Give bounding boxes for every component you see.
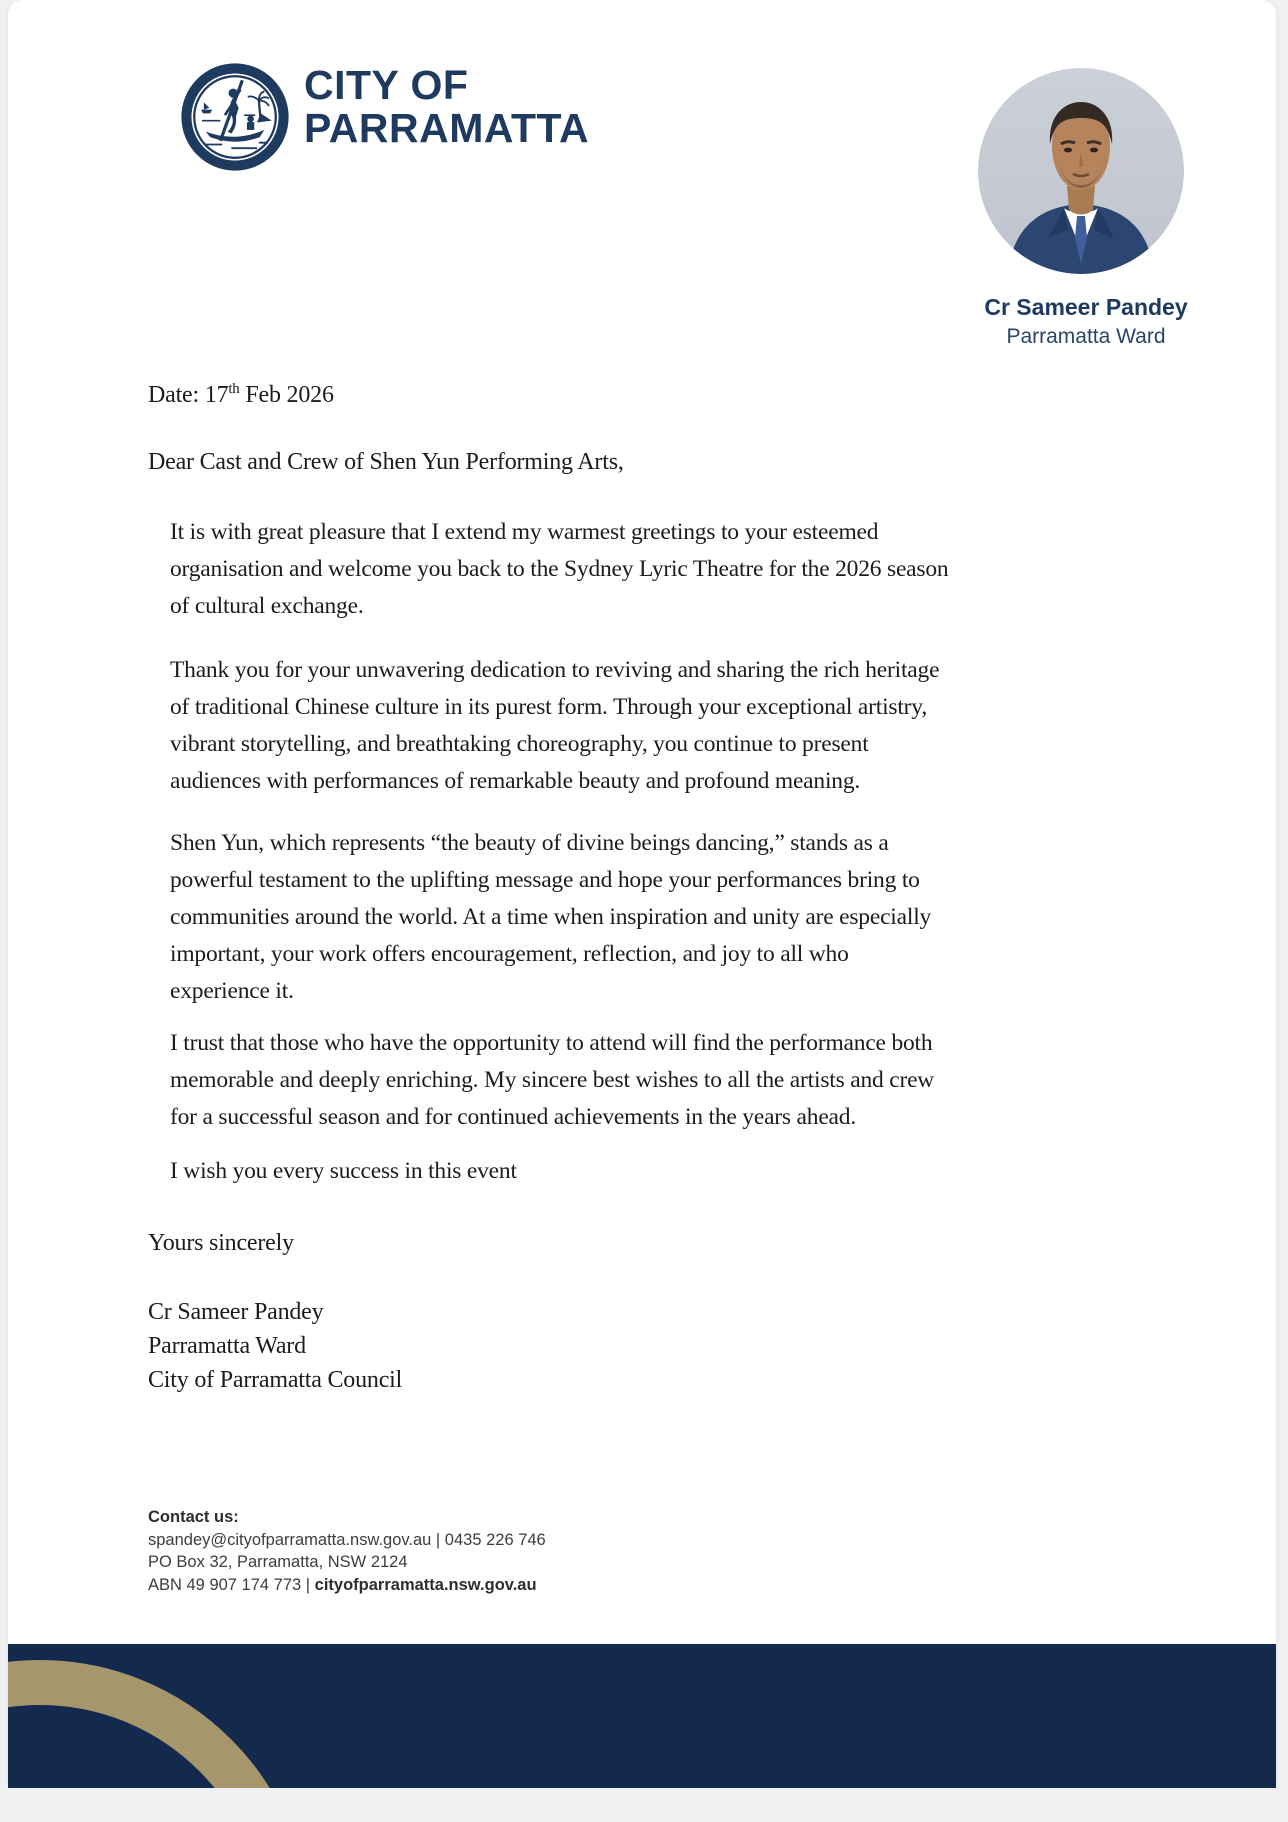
paragraph-line: important, your work offers encouragement, reflection, and joy to all who	[170, 941, 849, 967]
logo-wordmark-line2: PARRAMATTA	[304, 105, 590, 151]
date-line	[148, 381, 334, 409]
footer-gold-arc-decoration	[8, 1660, 310, 1788]
paragraph-line: It is with great pleasure that I extend my warmest greetings to your esteemed	[170, 519, 879, 545]
paragraph-line: experience it.	[170, 978, 294, 1004]
paragraph-line: of traditional Chinese culture in its purest form. Through your exceptional artistry,	[170, 694, 928, 720]
paragraph-line: audiences with performances of remarkable beauty and profound meaning.	[170, 768, 861, 794]
profile-name: Cr Sameer Pandey	[984, 294, 1188, 320]
councillor-portrait-photo	[978, 68, 1184, 274]
paragraph-line: organisation and welcome you back to the Sydney Lyric Theatre for the 2026 season	[170, 556, 949, 582]
contact-website: cityofparramatta.nsw.gov.au	[314, 1575, 537, 1594]
signature-name: Cr Sameer Pandey	[148, 1299, 324, 1325]
signature-ward: Parramatta Ward	[148, 1333, 306, 1359]
paragraph-line: I trust that those who have the opportunity to attend will find the performance both	[170, 1030, 933, 1056]
contact-abn-line	[148, 1574, 546, 1597]
contact-email-phone: spandey@cityofparramatta.nsw.gov.au | 0435 226 746	[148, 1530, 546, 1549]
closing-line: I wish you every success in this event	[170, 1158, 517, 1184]
date-suffix: Feb 2026	[239, 382, 334, 408]
paragraph-line: of cultural exchange.	[170, 593, 364, 619]
letter-paragraph-4	[170, 1025, 934, 1136]
letter-paragraph-2	[170, 652, 939, 800]
paragraph-line: communities around the world. At a time when inspiration and unity are especially	[170, 904, 932, 930]
signature-block	[148, 1295, 402, 1397]
letter-paragraph-3	[170, 825, 931, 1010]
letter-paragraph-1	[170, 514, 948, 625]
paragraph-line: vibrant storytelling, and breathtaking choreography, you continue to present	[170, 731, 869, 757]
logo-wordmark	[304, 64, 589, 150]
paragraph-line: Thank you for your unwavering dedication to reviving and sharing the rich heritage	[170, 657, 940, 683]
valediction: Yours sincerely	[148, 1230, 294, 1256]
contact-block	[148, 1506, 546, 1596]
portrait-caption	[898, 292, 1274, 352]
paragraph-line: memorable and deeply enriching. My sincere best wishes to all the artists and crew	[170, 1067, 935, 1093]
logo-wordmark-line1: CITY OF	[304, 62, 469, 108]
page-background-strip	[0, 1788, 1288, 1822]
footer-band	[8, 1644, 1276, 1788]
paragraph-line: powerful testament to the uplifting message and hope your performances bring to	[170, 867, 920, 893]
contact-address: PO Box 32, Parramatta, NSW 2124	[148, 1553, 408, 1571]
paragraph-line: Shen Yun, which represents “the beauty of divine beings dancing,” stands as a	[170, 830, 889, 856]
profile-ward: Parramatta Ward	[1006, 325, 1166, 348]
contact-abn: ABN 49 907 174 773 |	[148, 1575, 315, 1594]
signature-council: City of Parramatta Council	[148, 1367, 403, 1393]
letter-page	[8, 0, 1276, 1788]
salutation: Dear Cast and Crew of Shen Yun Performing Arts,	[148, 449, 624, 475]
city-of-parramatta-logo-icon	[180, 62, 290, 172]
date-ordinal: th	[228, 381, 240, 397]
contact-heading: Contact us:	[148, 1508, 239, 1526]
paragraph-line: for a successful season and for continued achievements in the years ahead.	[170, 1104, 857, 1130]
date-prefix: Date: 17	[148, 382, 229, 408]
